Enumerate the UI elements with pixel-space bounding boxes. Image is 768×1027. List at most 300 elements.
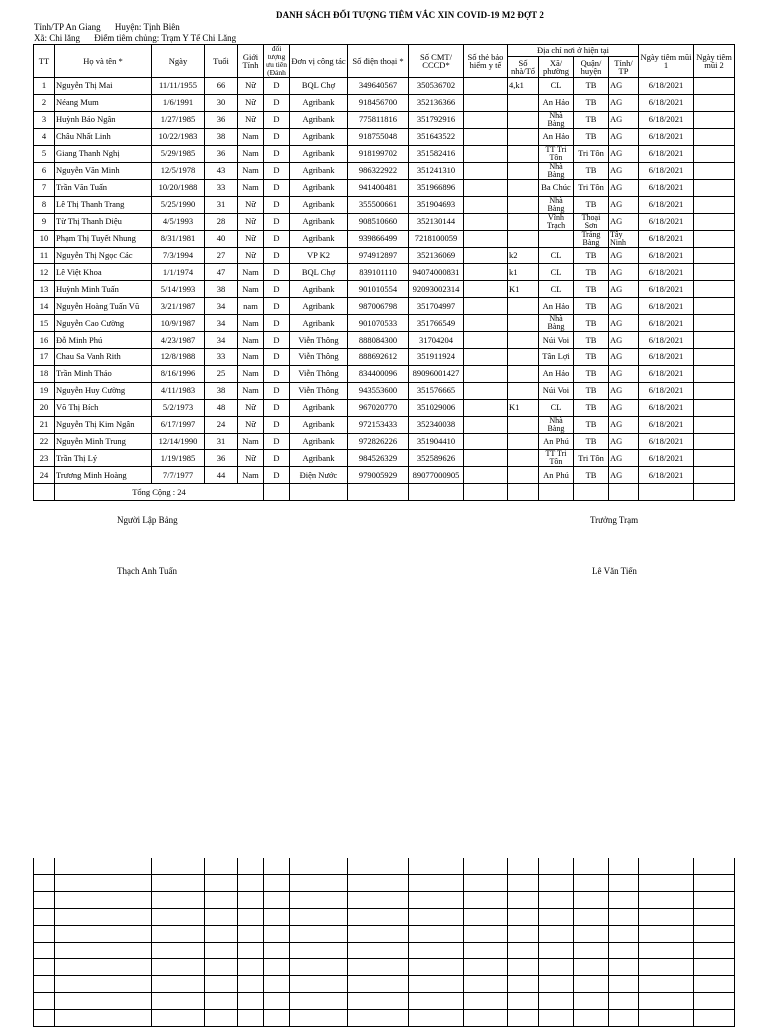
house-number-cell [508, 365, 539, 382]
person-name-cell: Huỳnh Minh Tuấn [55, 281, 152, 298]
dose2-date-cell [694, 213, 735, 230]
blank-cell [574, 993, 609, 1010]
blank-cell [290, 891, 348, 908]
table-row [34, 145, 735, 162]
province-cell: Tây Ninh [609, 230, 639, 247]
workplace-cell: Agribank [290, 281, 348, 298]
workplace-cell: BQL Chợ [290, 78, 348, 95]
age-cell: 36 [205, 145, 238, 162]
ward-cell: An Hảo [539, 365, 574, 382]
province-cell: AG [609, 179, 639, 196]
row-number-cell: 7 [34, 179, 55, 196]
ward-cell: CL [539, 264, 574, 281]
person-name-cell: Đỗ Minh Phú [55, 332, 152, 349]
ward-cell: Nhà Bàng [539, 315, 574, 332]
birth-date-cell: 3/21/1987 [152, 298, 205, 315]
gender-cell: Nam [238, 315, 264, 332]
header-tt: TT [34, 45, 55, 78]
birth-date-cell: 1/6/1991 [152, 94, 205, 111]
phone-number-cell: 355500661 [348, 196, 409, 213]
gender-cell: Nam [238, 162, 264, 179]
header-dose2: Ngày tiêm mũi 2 [694, 45, 735, 78]
table-row [34, 94, 735, 111]
blank-cell [205, 858, 238, 875]
blank-cell [205, 908, 238, 925]
blank-cell [152, 925, 205, 942]
age-cell: 33 [205, 349, 238, 366]
dose1-date-cell: 6/18/2021 [639, 467, 694, 484]
house-number-cell [508, 128, 539, 145]
phone-number-cell: 888084300 [348, 332, 409, 349]
age-cell: 34 [205, 315, 238, 332]
person-name-cell: Trần Thị Lý [55, 450, 152, 467]
blank-cell [508, 858, 539, 875]
header-dose1: Ngày tiêm mũi 1 [639, 45, 694, 78]
blank-cell [34, 875, 55, 892]
table-row [34, 111, 735, 128]
dose1-date-cell: 6/18/2021 [639, 264, 694, 281]
blank-cell [409, 925, 464, 942]
blank-cell [55, 925, 152, 942]
id-number-cell: 351904693 [409, 196, 464, 213]
age-cell: 33 [205, 179, 238, 196]
province-cell: AG [609, 467, 639, 484]
workplace-cell: Agribank [290, 128, 348, 145]
blank-cell [409, 959, 464, 976]
phone-number-cell: 972826226 [348, 433, 409, 450]
priority-group-cell: D [264, 230, 290, 247]
person-name-cell: Huỳnh Bảo Ngân [55, 111, 152, 128]
birth-date-cell: 12/5/1978 [152, 162, 205, 179]
table-row [34, 433, 735, 450]
id-number-cell: 351792916 [409, 111, 464, 128]
house-number-cell [508, 179, 539, 196]
dose2-date-cell [694, 111, 735, 128]
blank-cell [609, 858, 639, 875]
row-number-cell: 1 [34, 78, 55, 95]
birth-date-cell: 4/5/1993 [152, 213, 205, 230]
age-cell: 31 [205, 433, 238, 450]
province-cell: AG [609, 382, 639, 399]
person-name-cell: Từ Thị Thanh Diệu [55, 213, 152, 230]
blank-cell [574, 976, 609, 993]
blank-cell [694, 993, 735, 1010]
dose2-date-cell [694, 349, 735, 366]
phone-number-cell: 901070533 [348, 315, 409, 332]
house-number-cell [508, 162, 539, 179]
gender-cell: Nữ [238, 78, 264, 95]
blank-cell [694, 976, 735, 993]
location-line-1 [34, 22, 180, 32]
phone-number-cell: 984526329 [348, 450, 409, 467]
blank-cell [238, 959, 264, 976]
blank-cell [539, 993, 574, 1010]
blank-cell [238, 908, 264, 925]
blank-cell [639, 993, 694, 1010]
blank-cell [290, 875, 348, 892]
id-number-cell: 94074000831 [409, 264, 464, 281]
birth-date-cell: 8/16/1996 [152, 365, 205, 382]
table-row [34, 450, 735, 467]
row-number-cell: 19 [34, 382, 55, 399]
phone-number-cell: 986322922 [348, 162, 409, 179]
table-row [34, 128, 735, 145]
age-cell: 66 [205, 78, 238, 95]
age-cell: 38 [205, 382, 238, 399]
blank-cell [290, 925, 348, 942]
person-name-cell: Nguyễn Hoàng Tuấn Vũ [55, 298, 152, 315]
blank-cell [539, 891, 574, 908]
blank-cell [409, 942, 464, 959]
id-number-cell: 351966896 [409, 179, 464, 196]
insurance-number-cell [464, 179, 508, 196]
blank-cell [264, 875, 290, 892]
blank-cell [694, 875, 735, 892]
id-number-cell: 351643522 [409, 128, 464, 145]
person-name-cell: Nguyễn Cao Cường [55, 315, 152, 332]
blank-cell [508, 993, 539, 1010]
id-number-cell: 350536702 [409, 78, 464, 95]
ward-cell: Núi Voi [539, 382, 574, 399]
gender-cell: Nam [238, 145, 264, 162]
blank-cell [539, 959, 574, 976]
blank-cell [409, 908, 464, 925]
workplace-cell: Agribank [290, 433, 348, 450]
dose2-date-cell [694, 467, 735, 484]
id-number-cell: 351704997 [409, 298, 464, 315]
blank-cell [348, 891, 409, 908]
birth-date-cell: 5/29/1985 [152, 145, 205, 162]
blank-cell [264, 959, 290, 976]
district-cell: TB [574, 349, 609, 366]
birth-date-cell: 4/23/1987 [152, 332, 205, 349]
dose1-date-cell: 6/18/2021 [639, 111, 694, 128]
dose1-date-cell: 6/18/2021 [639, 179, 694, 196]
priority-group-cell: D [264, 281, 290, 298]
row-number-cell: 6 [34, 162, 55, 179]
table-row [34, 349, 735, 366]
blank-cell [694, 858, 735, 875]
insurance-number-cell [464, 298, 508, 315]
birth-date-cell: 5/25/1990 [152, 196, 205, 213]
blank-cell [290, 908, 348, 925]
preparer-name: Thạch Anh Tuấn [117, 566, 178, 576]
blank-cell [464, 993, 508, 1010]
insurance-number-cell [464, 467, 508, 484]
house-number-cell [508, 450, 539, 467]
priority-group-cell: D [264, 264, 290, 281]
district-cell: TB [574, 281, 609, 298]
gender-cell: Nam [238, 332, 264, 349]
blank-cell [694, 908, 735, 925]
row-number-cell: 23 [34, 450, 55, 467]
blank-cell [539, 925, 574, 942]
age-cell: 27 [205, 247, 238, 264]
insurance-number-cell [464, 264, 508, 281]
phone-number-cell: 888692612 [348, 349, 409, 366]
gender-cell: Nữ [238, 213, 264, 230]
insurance-number-cell [464, 399, 508, 416]
blank-cell [409, 976, 464, 993]
blank-cell [290, 993, 348, 1010]
dose2-date-cell [694, 365, 735, 382]
blank-cell [464, 925, 508, 942]
house-number-cell [508, 213, 539, 230]
province-cell: AG [609, 281, 639, 298]
blank-cell [574, 942, 609, 959]
insurance-number-cell [464, 196, 508, 213]
phone-number-cell: 901010554 [348, 281, 409, 298]
gender-cell: Nam [238, 281, 264, 298]
dose2-date-cell [694, 399, 735, 416]
phone-number-cell: 918456700 [348, 94, 409, 111]
vaccination-table [33, 44, 735, 501]
age-cell: 28 [205, 213, 238, 230]
blank-cell [508, 908, 539, 925]
blank-cell [609, 891, 639, 908]
row-number-cell: 13 [34, 281, 55, 298]
id-number-cell: 89096001427 [409, 365, 464, 382]
dose1-date-cell: 6/18/2021 [639, 349, 694, 366]
ward-cell: An Phú [539, 467, 574, 484]
phone-number-cell: 918199702 [348, 145, 409, 162]
phone-number-cell: 839101110 [348, 264, 409, 281]
district-cell: Thoại Sơn [574, 213, 609, 230]
person-name-cell: Lê Việt Khoa [55, 264, 152, 281]
priority-group-cell: D [264, 332, 290, 349]
blank-cell [639, 942, 694, 959]
birth-date-cell: 10/20/1988 [152, 179, 205, 196]
blank-cell [205, 942, 238, 959]
dose1-date-cell: 6/18/2021 [639, 247, 694, 264]
age-cell: 25 [205, 365, 238, 382]
gender-cell: Nữ [238, 450, 264, 467]
table-row [34, 230, 735, 247]
house-number-cell [508, 349, 539, 366]
preparer-role: Người Lập Bảng [117, 515, 178, 525]
age-cell: 38 [205, 281, 238, 298]
blank-cell [464, 891, 508, 908]
table-row [34, 247, 735, 264]
person-name-cell: Chau Sa Vanh Rith [55, 349, 152, 366]
blank-cell [348, 858, 409, 875]
ward-cell: Tân Lợi [539, 349, 574, 366]
head-role: Trưởng Trạm [590, 515, 639, 525]
row-number-cell: 5 [34, 145, 55, 162]
priority-group-cell: D [264, 315, 290, 332]
house-number-cell [508, 315, 539, 332]
blank-cell [348, 959, 409, 976]
blank-cell [34, 908, 55, 925]
priority-group-cell: D [264, 298, 290, 315]
person-name-cell: Trần Văn Tuấn [55, 179, 152, 196]
dose2-date-cell [694, 247, 735, 264]
person-name-cell: Phạm Thị Tuyết Nhung [55, 230, 152, 247]
blank-cell [348, 993, 409, 1010]
province-label: Tỉnh/TP An Giang [34, 22, 101, 32]
workplace-cell: Agribank [290, 145, 348, 162]
blank-row [34, 858, 735, 875]
blank-cell [609, 908, 639, 925]
insurance-number-cell [464, 433, 508, 450]
gender-cell: Nam [238, 433, 264, 450]
blank-cell [539, 875, 574, 892]
insurance-number-cell [464, 382, 508, 399]
blank-row [34, 908, 735, 925]
dose2-date-cell [694, 162, 735, 179]
blank-cell [574, 959, 609, 976]
phone-number-cell: 941400481 [348, 179, 409, 196]
insurance-number-cell [464, 145, 508, 162]
header-name: Họ và tên * [55, 45, 152, 78]
dose2-date-cell [694, 94, 735, 111]
workplace-cell: Viễn Thông [290, 349, 348, 366]
insurance-number-cell [464, 213, 508, 230]
province-cell: AG [609, 94, 639, 111]
insurance-number-cell [464, 111, 508, 128]
blank-cell [464, 908, 508, 925]
age-cell: 48 [205, 399, 238, 416]
insurance-number-cell [464, 450, 508, 467]
blank-cell [152, 891, 205, 908]
blank-cell [639, 976, 694, 993]
blank-cell [290, 976, 348, 993]
dose1-date-cell: 6/18/2021 [639, 196, 694, 213]
table-row [34, 298, 735, 315]
dose2-date-cell [694, 281, 735, 298]
row-number-cell: 11 [34, 247, 55, 264]
phone-number-cell: 918755048 [348, 128, 409, 145]
table-row [34, 365, 735, 382]
gender-cell: Nữ [238, 416, 264, 433]
priority-group-cell: D [264, 467, 290, 484]
person-name-cell: Trương Minh Hoàng [55, 467, 152, 484]
priority-group-cell: D [264, 365, 290, 382]
row-number-cell: 9 [34, 213, 55, 230]
ward-cell [539, 230, 574, 247]
insurance-number-cell [464, 315, 508, 332]
house-number-cell: k1 [508, 264, 539, 281]
age-cell: 34 [205, 298, 238, 315]
priority-group-cell: D [264, 450, 290, 467]
workplace-cell: BQL Chợ [290, 264, 348, 281]
gender-cell: Nữ [238, 111, 264, 128]
workplace-cell: Agribank [290, 450, 348, 467]
id-number-cell: 31704204 [409, 332, 464, 349]
blank-cell [205, 875, 238, 892]
blank-cell [55, 942, 152, 959]
blank-cell [238, 942, 264, 959]
row-number-cell: 17 [34, 349, 55, 366]
province-cell: AG [609, 298, 639, 315]
row-number-cell: 20 [34, 399, 55, 416]
phone-number-cell: 939866499 [348, 230, 409, 247]
phone-number-cell: 908510660 [348, 213, 409, 230]
workplace-cell: Viễn Thông [290, 382, 348, 399]
blank-cell [205, 891, 238, 908]
blank-cell [34, 925, 55, 942]
blank-cell [574, 891, 609, 908]
dose1-date-cell: 6/18/2021 [639, 399, 694, 416]
insurance-number-cell [464, 128, 508, 145]
age-cell: 31 [205, 196, 238, 213]
blank-cell [609, 976, 639, 993]
person-name-cell: Nguyễn Minh Trung [55, 433, 152, 450]
district-cell: TB [574, 399, 609, 416]
blank-cell [348, 942, 409, 959]
dose2-date-cell [694, 416, 735, 433]
dose2-date-cell [694, 433, 735, 450]
id-number-cell: 352136366 [409, 94, 464, 111]
district-cell: TB [574, 467, 609, 484]
ward-cell: CL [539, 78, 574, 95]
blank-cell [264, 891, 290, 908]
birth-date-cell: 10/9/1987 [152, 315, 205, 332]
workplace-cell: Agribank [290, 213, 348, 230]
ward-cell: An Phú [539, 433, 574, 450]
blank-cell [205, 976, 238, 993]
ward-cell: Núi Voi [539, 332, 574, 349]
row-number-cell: 16 [34, 332, 55, 349]
province-cell: AG [609, 145, 639, 162]
birth-date-cell: 1/19/1985 [152, 450, 205, 467]
blank-cell [694, 891, 735, 908]
blank-cell [264, 976, 290, 993]
dose1-date-cell: 6/18/2021 [639, 230, 694, 247]
province-cell: AG [609, 315, 639, 332]
district-cell: TB [574, 382, 609, 399]
table-row [34, 213, 735, 230]
dose1-date-cell: 6/18/2021 [639, 382, 694, 399]
blank-cell [152, 942, 205, 959]
priority-group-cell: D [264, 179, 290, 196]
dose2-date-cell [694, 230, 735, 247]
header-id: Số CMT/ CCCD* [409, 45, 464, 78]
id-number-cell: 352340038 [409, 416, 464, 433]
table-row [34, 281, 735, 298]
blank-cell [55, 858, 152, 875]
blank-cell [539, 976, 574, 993]
header-house: Số nhà/Tổ [508, 56, 539, 77]
id-number-cell: 351582416 [409, 145, 464, 162]
blank-cell [238, 976, 264, 993]
priority-group-cell: D [264, 416, 290, 433]
blank-cell [152, 959, 205, 976]
blank-cell [55, 976, 152, 993]
birth-date-cell: 11/11/1955 [152, 78, 205, 95]
gender-cell: Nữ [238, 399, 264, 416]
dose2-date-cell [694, 332, 735, 349]
person-name-cell: Trần Minh Thảo [55, 365, 152, 382]
district-cell: TB [574, 128, 609, 145]
ward-cell: Ba Chúc [539, 179, 574, 196]
gender-cell: Nam [238, 128, 264, 145]
dose1-date-cell: 6/18/2021 [639, 128, 694, 145]
age-cell: 47 [205, 264, 238, 281]
province-cell: AG [609, 78, 639, 95]
table-row [34, 196, 735, 213]
dose1-date-cell: 6/18/2021 [639, 433, 694, 450]
district-cell: TB [574, 315, 609, 332]
id-number-cell: 351904410 [409, 433, 464, 450]
header-address-group: Địa chỉ nơi ở hiện tại [508, 45, 639, 57]
blank-row [34, 976, 735, 993]
house-number-cell: K1 [508, 281, 539, 298]
blank-cell [409, 858, 464, 875]
blank-cell [55, 908, 152, 925]
blank-cell [34, 959, 55, 976]
house-number-cell [508, 332, 539, 349]
